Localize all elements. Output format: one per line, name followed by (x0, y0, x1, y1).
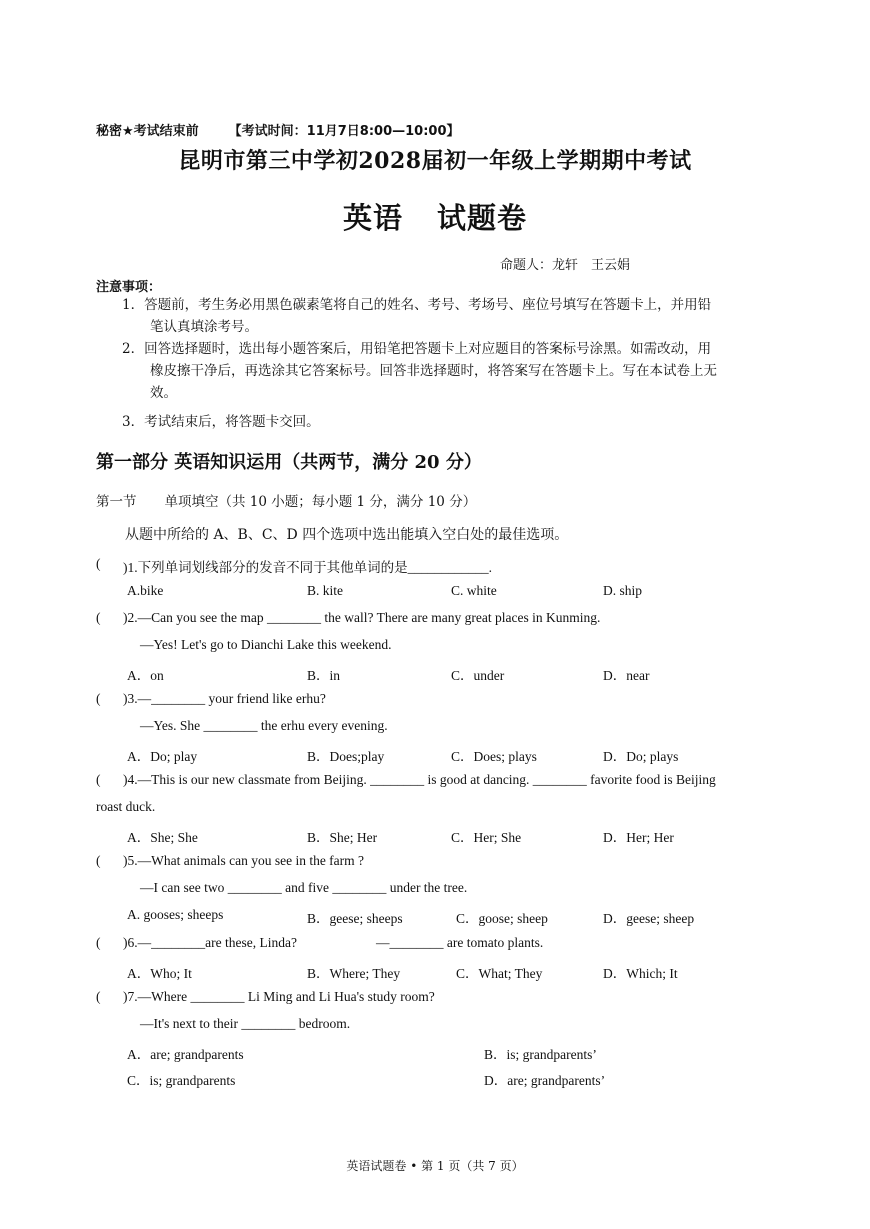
answer-paren: ( (96, 853, 101, 868)
question-2-option-c: C．under (451, 668, 505, 683)
authors: 命题人：龙轩 王云娟 (500, 258, 631, 273)
answer-paren: ( (96, 691, 101, 706)
question-1-stem: )1.下列单词划线部分的发音不同于其他单词的是____________. (123, 560, 492, 575)
question-7-stem: )7.—Where ________ Li Ming and Li Hua's study room? (123, 989, 435, 1004)
question-2-option-a: A．on (127, 668, 164, 683)
question-6-option-c: C．What; They (456, 966, 543, 981)
question-4-stem: )4.—This is our new classmate from Beijing. ________ is good at dancing. ________ favorite food is Beijing (123, 772, 716, 787)
notice-line: 笔认真填涂考号。 (150, 319, 258, 335)
notice-line: 3．考试结束后，将答题卡交回。 (122, 414, 320, 430)
notice-item-2 (122, 338, 717, 404)
notice-line: 2．回答选择题时，选出每小题答案后，用铅笔把答题卡上对应题目的答案标号涂黑。如需改动，用 (122, 341, 712, 357)
answer-paren: ( (96, 772, 101, 787)
question-4-option-b: B．She; Her (307, 830, 378, 845)
question-7-option-c: C．is; grandparents (127, 1073, 236, 1088)
question-6-option-a: A．Who; It (127, 966, 192, 981)
exam-time: 【考试时间：11月7日8:00—10:00】 (228, 124, 460, 139)
question-7-option-a: A．are; grandparents (127, 1047, 244, 1062)
question-5-stem: )5.—What animals can you see in the farm ? (123, 853, 365, 868)
section1-desc: 单项填空（共 10 小题；每小题 1 分，满分 10 分） (164, 494, 477, 510)
question-7-option-d: D．are; grandparents’ (484, 1073, 606, 1088)
notice-line: 1．答题前，考生务必用黑色碳素笔将自己的姓名、考号、考场号、座位号填写在答题卡上，并用铅 (122, 297, 712, 313)
question-5-option-b: B．geese; sheeps (307, 911, 403, 926)
answer-paren: ( (96, 935, 101, 950)
section1-label: 第一节 (96, 494, 137, 510)
question-2-stem: )2.—Can you see the map ________ the wall? There are many great places in Kunming. (123, 610, 601, 625)
section1-header (96, 490, 476, 510)
question-4-option-a: A．She; She (127, 830, 198, 845)
notice-item-1 (122, 294, 711, 338)
question-3-stem2: —Yes. She ________ the erhu every evening. (140, 718, 388, 733)
page-footer: 英语试题卷 • 第 1 页（共 7 页） (346, 1159, 524, 1173)
question-1-option-c: C. white (451, 583, 497, 598)
question-5-stem2: —I can see two ________ and five ________ under the tree. (140, 880, 468, 895)
question-7-option-b: B．is; grandparents’ (484, 1047, 597, 1062)
question-6-option-b: B．Where; They (307, 966, 401, 981)
question-6-stem: )6.—________are these, Linda? (123, 935, 297, 950)
notice-item-3 (122, 411, 320, 433)
exam-header (96, 120, 460, 139)
question-3-stem: )3.—________ your friend like erhu? (123, 691, 326, 706)
question-3-option-c: C．Does; plays (451, 749, 537, 764)
answer-paren: ( (96, 610, 101, 625)
paper-label: 试题卷 (437, 201, 528, 235)
question-5-option-d: D．geese; sheep (603, 911, 695, 926)
question-6-stem2: —________ are tomato plants. (376, 935, 544, 950)
exam-subtitle (0, 196, 870, 237)
question-6-option-d: D．Which; It (603, 966, 678, 981)
notice-title: 注意事项： (96, 280, 162, 295)
question-4-stem2: roast duck. (96, 799, 156, 814)
question-1-option-a: A.bike (127, 583, 164, 598)
question-5-option-c: C．goose; sheep (456, 911, 548, 926)
section1-instruction: 从题中所给的 A、B、C、D 四个选项中选出能填入空白处的最佳选项。 (125, 527, 569, 543)
subject-label: 英语 (342, 201, 403, 235)
secret-label: 秘密★考试结束前 (96, 124, 199, 139)
exam-title: 昆明市第三中学初2028届初一年级上学期期中考试 (178, 148, 692, 174)
question-2-stem2: —Yes! Let's go to Dianchi Lake this weekend. (140, 637, 392, 652)
question-1-option-d: D. ship (603, 583, 643, 598)
question-3-option-a: A．Do; play (127, 749, 198, 764)
part1-title: 第一部分 英语知识运用（共两节，满分 20 分） (96, 452, 482, 473)
question-3-option-b: B．Does;play (307, 749, 385, 764)
question-4-option-c: C．Her; She (451, 830, 522, 845)
question-4-option-d: D．Her; Her (603, 830, 674, 845)
notice-line: 橡皮擦干净后，再选涂其它答案标号。回答非选择题时，将答案写在答题卡上。写在本试卷上无 (150, 363, 717, 379)
question-1-option-b: B. kite (307, 583, 343, 598)
question-2-option-b: B．in (307, 668, 341, 683)
question-3-option-d: D．Do; plays (603, 749, 679, 764)
answer-paren: ( (96, 556, 101, 571)
question-7-stem2: —It's next to their ________ bedroom. (140, 1016, 351, 1031)
answer-paren: ( (96, 989, 101, 1004)
question-5-option-a: A. gooses; sheeps (127, 907, 224, 922)
question-2-option-d: D．near (603, 668, 650, 683)
notice-line: 效。 (150, 385, 177, 401)
